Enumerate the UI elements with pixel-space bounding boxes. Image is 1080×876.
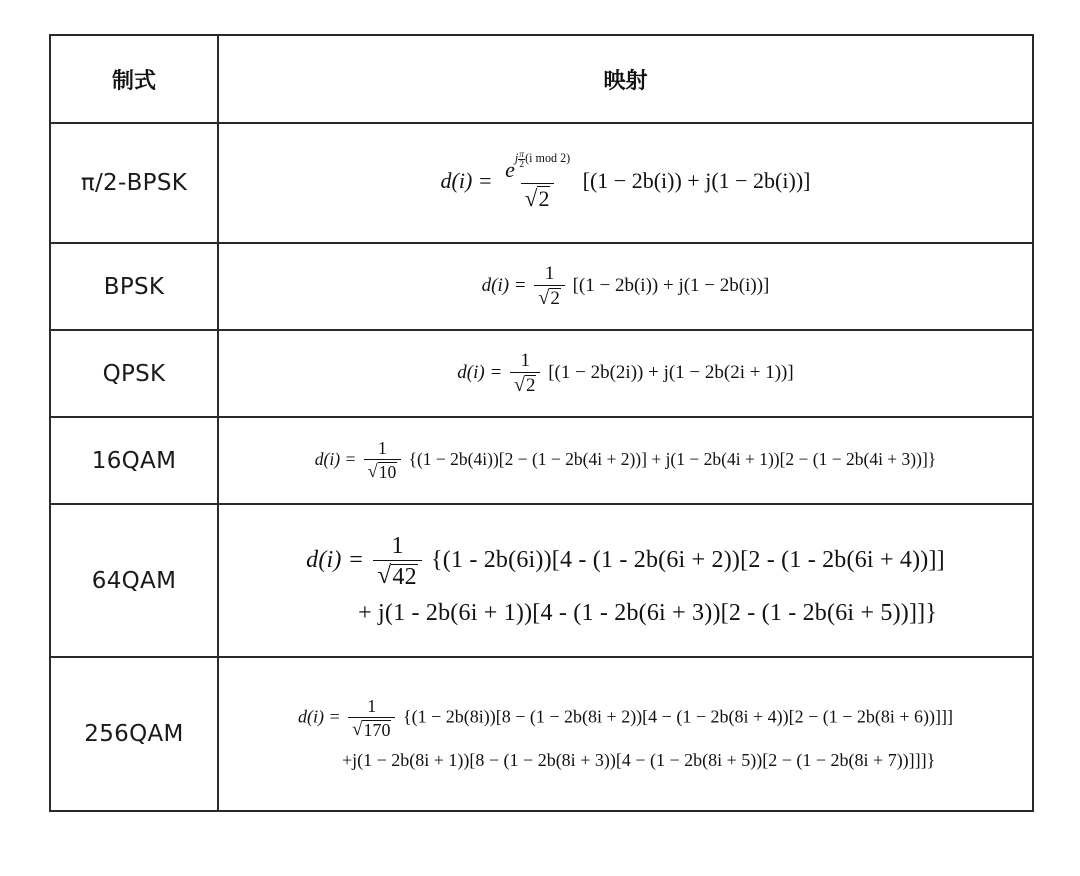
sqrt-icon: √	[524, 184, 538, 211]
scheme-name: π/2-BPSK	[50, 123, 218, 243]
mapping-formula	[218, 243, 1033, 330]
mapping-formula	[218, 123, 1033, 243]
formula-bpsk: d(i) = 1 √ 2 [(1 − 2b(i)) + j(1 − 2b(i))]	[481, 263, 770, 310]
scheme-name: 16QAM	[50, 417, 218, 504]
scheme-name: 256QAM	[50, 657, 218, 811]
table-row	[50, 330, 1033, 417]
formula-64qam: d(i) = 1 √ 42 {(1 - 2b(6i))[4 - (1 - 2b(6i + 2))[2 - (1 - 2b(6i + 4))]] + j(1 - 2b(6i + 1))[4 - (1 - 2b(6i + 3))[2 - (1 - 2b(6i + 5))]]}	[306, 533, 945, 626]
sqrt-icon: √	[352, 719, 363, 741]
header-mapping: 映射	[218, 35, 1033, 123]
table-row	[50, 657, 1033, 811]
sqrt-icon: √	[367, 461, 378, 482]
scheme-name: BPSK	[50, 243, 218, 330]
mapping-formula	[218, 504, 1033, 657]
table-row	[50, 417, 1033, 504]
formula-pi2-bpsk: d(i) = $e^{j \frac{\pi}{2} (i mod 2)}$ √ 2 [(1 − 2b(i)) + j(1 − 2b(i))]	[440, 148, 811, 211]
table-row	[50, 123, 1033, 243]
table-row	[50, 504, 1033, 657]
formula-qpsk: d(i) = 1 √ 2 [(1 − 2b(2i)) + j(1 − 2b(2i + 1))]	[457, 350, 794, 397]
scheme-name: QPSK	[50, 330, 218, 417]
modulation-mapping-table	[49, 34, 1034, 812]
scheme-name: 64QAM	[50, 504, 218, 657]
formula-256qam: d(i) = 1 √ 170 {(1 − 2b(8i))[8 − (1 − 2b(8i + 2))[4 − (1 − 2b(8i + 4))[2 − (1 − 2b(8i + 6))]]] +j(1 − 2b(8i + 1))[8 − (1 − 2b(8i + 3))[4 − (1 − 2b(8i + 5))[2 − (1 − 2b(8i + 7))]]]}	[297, 696, 954, 770]
table-header-row	[50, 35, 1033, 123]
formula-16qam: d(i) = 1 √ 10 {(1 − 2b(4i))[2 − (1 − 2b(4i + 2))] + j(1 − 2b(4i + 1))[2 − (1 − 2b(4i + 3))]}	[314, 437, 937, 483]
sqrt-icon: √	[538, 287, 550, 310]
sqrt-icon: √	[514, 374, 525, 397]
mapping-formula	[218, 330, 1033, 417]
table-row	[50, 243, 1033, 330]
sqrt-icon: √	[377, 562, 392, 590]
mapping-formula	[218, 657, 1033, 811]
mapping-formula	[218, 417, 1033, 504]
header-scheme: 制式	[50, 35, 218, 123]
